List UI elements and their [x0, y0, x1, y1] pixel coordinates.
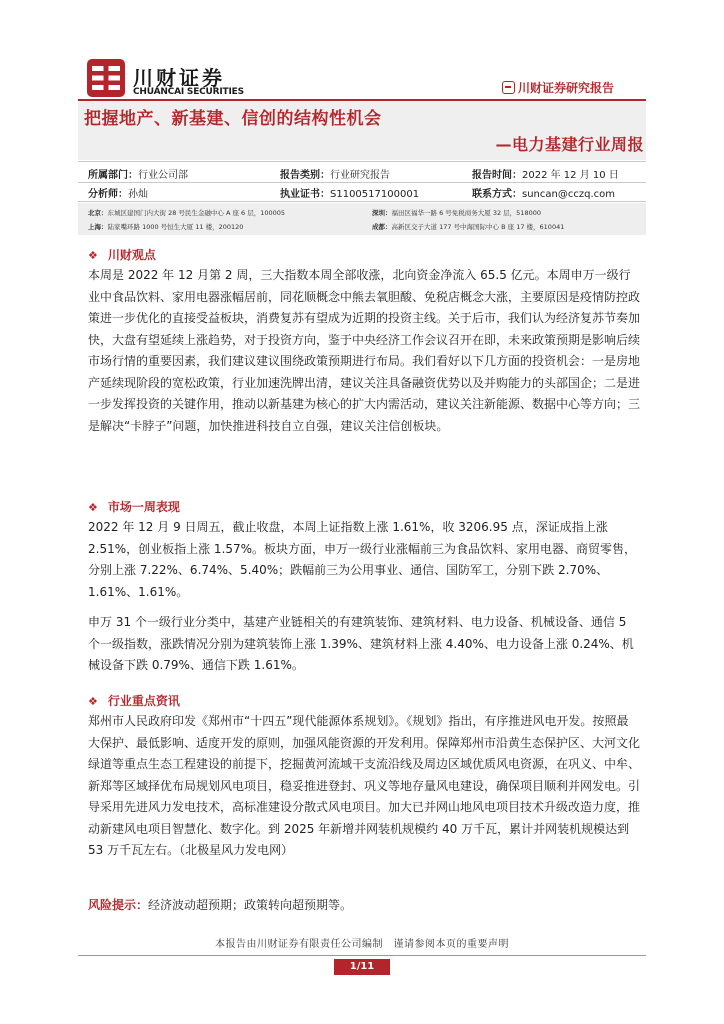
news-paragraph: 郑州市人民政府印发《郑州市“十四五”现代能源体系规划》。《规划》指出，有序推进风电开发。按照最大保护、最低影响、适度开发的原则，加强风能资源的开发利用。保障郑州市沿黄生态保护区、大河文化绿道等重点生态工程建设的前提下，挖掘黄河流域干支流沿线及周边区域优质风电资源，在巩义、中牟、新郑等区域择优布局规划风电项目，稳妥推进登封、巩义等地存量风电建设，确保项目顺利并网发电。引导采用先进风力发电技术，高标准建设分散式风电项目。加大已并网山地风电项目技术升级改造力度，推动新建风电项目智慧化、数字化。到 2025 年新增并网装机规模约 40 万千瓦，累计并网装机规模达到 53 万千瓦左右。（北极星风力发电网） [88, 714, 641, 857]
logo-icon [86, 58, 126, 98]
report-tag-label: 川财证券研究报告 [518, 81, 615, 95]
footer-divider [78, 955, 646, 956]
time-field: 报告时间：2022 年 12 月 10 日 [472, 170, 619, 181]
view-paragraph: 本周是 2022 年 12 月第 2 周，三大指数本周全部收涨，北向资金净流入 65.5 亿元。本周申万一级行业中食品饮料、家用电器涨幅居前，同花顺概念中熊去氧胆酸、免税店概念大涨，主要原因是疫情防控政策进一步优化的直接受益板块，消费复苏有望成为近期的投资主线。关于后市，我们认为经济复苏节奏加快，大盘有望延续上涨趋势，对于投资方向，鉴于中央经济工作会议召开在即，未来政策预期是影响后续市场行情的重要因素，我们建议建议围绕政策预期进行布局。我们看好以下几方面的投资机会：一是房地产延续现阶段的宽松政策，行业加速洗牌出清，建议关注具备融资优势以及并购能力的头部国企；二是进一步发挥投资的关键作用，推动以新基建为核心的扩大内需活动，建议关注新能源、数据中心等方向；三是解决“卡脖子”问题，加快推进科技自立自强，建议关注信创板块。 [88, 268, 641, 433]
market-paragraph-2: 申万 31 个一级行业分类中，基建产业链相关的有建筑装饰、建筑材料、电力设备、机械设备、通信 5 个一级指数，涨跌情况分别为建筑装饰上涨 1.39%、建筑材料上涨 4.40%、电力设备上涨 0.24%、机械设备下跌 0.79%、通信下跌 1.61%。 [88, 615, 634, 672]
contact-field: 联系方式：suncan@cczq.com [472, 189, 615, 200]
diamond-bullet-icon: ❖ [88, 249, 98, 262]
report-icon [502, 81, 515, 94]
diamond-bullet-icon: ❖ [88, 501, 98, 514]
type-field: 报告类别：行业研究报告 [280, 170, 390, 181]
dept-field: 所属部门：行业公司部 [88, 170, 188, 181]
contact-email[interactable]: suncan@cczq.com [522, 189, 615, 200]
report-subtitle: —电力基建行业周报 [495, 135, 644, 154]
company-name-cn: 川财证券 [133, 66, 225, 90]
market-paragraph-1: 2022 年 12 月 9 日周五，截止收盘，本周上证指数上涨 1.61%，收 3206.95 点，深证成指上涨 2.51%，创业板指上涨 1.57%。板块方面，申万一级行业涨幅前三为食品饮料、家用电器、商贸零售，分别上涨 7.22%、6.74%、5.40%；跌幅前三为公用事业、通信、国防军工，分别下跌 2.70%、1.61%、1.61%。 [88, 520, 637, 599]
company-logo-mark [86, 58, 126, 98]
address-chengdu: 成都：高新区交子大道 177 号中海国际中心 B 座 17 楼，610041 [372, 223, 565, 231]
report-series-tag [502, 79, 614, 96]
section-heading-market: ❖ 市场一周表现 [88, 500, 180, 514]
company-name-en: CHUANCAI SECURITIES [133, 87, 244, 97]
footer-disclaimer: 本报告由川财证券有限责任公司编制 谨请参阅本页的重要声明 [215, 939, 509, 950]
section-heading-news: ❖ 行业重点资讯 [88, 694, 180, 708]
cert-field: 执业证书：S1100517100001 [280, 189, 420, 200]
page-number: 1/11 [334, 959, 390, 975]
address-shanghai: 上海：陆家嘴环路 1000 号恒生大厦 11 楼，200120 [88, 223, 244, 231]
report-meta-row [78, 161, 646, 183]
risk-warning: 风险提示：经济波动超预期；政策转向超预期等。 [88, 898, 353, 912]
address-beijing: 北京：东城区建国门内大街 28 号民生金融中心 A 座 6 层，100005 [88, 209, 286, 217]
analyst-field: 分析师：孙灿 [88, 189, 148, 200]
diamond-bullet-icon: ❖ [88, 695, 98, 708]
report-title: 把握地产、新基建、信创的结构性机会 [84, 109, 382, 129]
address-shenzhen: 深圳：福田区福华一路 6 号免税商务大厦 32 层，518000 [372, 209, 541, 217]
section-heading-view: ❖ 川财观点 [88, 248, 156, 262]
analyst-row [78, 181, 646, 202]
